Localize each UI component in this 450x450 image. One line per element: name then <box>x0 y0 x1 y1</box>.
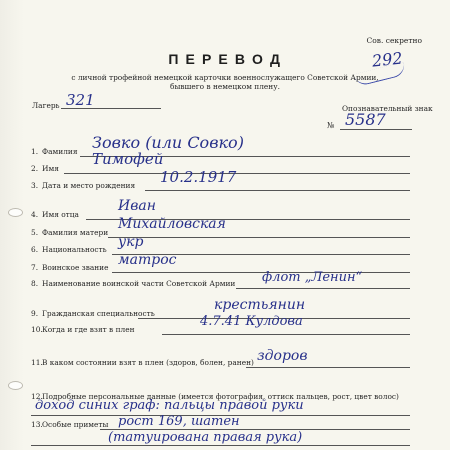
field-7-number: 7. <box>31 263 39 272</box>
field-2-number: 2. <box>31 164 39 173</box>
camp-label: Лагерь <box>32 101 60 110</box>
field-11-line <box>246 367 410 368</box>
id-mark-label: Опознавательный знак <box>342 104 433 113</box>
field-7-label: Воинское звание <box>42 263 109 272</box>
id-mark-value: 5587 <box>345 110 386 129</box>
surname-value: Зовко (или Совко) <box>92 133 244 152</box>
field-3-label: Дата и место рождения <box>42 181 136 190</box>
field-5-line <box>108 237 410 238</box>
unit-value: флот „Ленин“ <box>262 270 363 285</box>
field-10-label: Когда и где взят в плен <box>42 325 135 334</box>
rank-value: матрос <box>118 252 177 268</box>
field-8-number: 8. <box>31 279 39 288</box>
field-14-line <box>31 445 410 446</box>
father-name-value: Иван <box>118 198 156 214</box>
field-11-label: В каком состоянии взят в плен (здоров, болен, ранен) <box>42 358 254 367</box>
personal-data-value: доход синих граф: пальцы правой руки <box>35 398 304 413</box>
field-10-number: 10. <box>31 325 43 334</box>
punch-hole-top <box>8 208 23 217</box>
field-7-line <box>112 272 410 273</box>
field-4-number: 4. <box>31 210 39 219</box>
birth-value: 10.2.1917 <box>160 168 237 186</box>
field-3-number: 3. <box>31 181 39 190</box>
field-2-label: Имя <box>42 164 59 173</box>
mother-surname-value: Михайловская <box>118 216 226 232</box>
health-value: здоров <box>257 348 308 364</box>
field-8-label: Наименование воинской части Советской Армии <box>42 279 236 288</box>
field-13-number: 13. <box>31 420 43 429</box>
subtitle-line-1: с личной трофейной немецкой карточки военнослужащего Советской Армии, <box>71 73 379 82</box>
field-1-number: 1. <box>31 147 39 156</box>
field-6-number: 6. <box>31 245 39 254</box>
field-4-label: Имя отца <box>42 210 79 219</box>
field-5-label: Фамилия матери <box>42 228 109 237</box>
field-3-line <box>145 190 410 191</box>
field-5-number: 5. <box>31 228 39 237</box>
special-marks-value: рост 169, шатен <box>118 414 240 429</box>
field-8-line <box>236 288 410 289</box>
field-11-number: 11. <box>31 358 43 367</box>
field-12-number: 12. <box>31 392 43 401</box>
subtitle-line-2: бывшего в немецком плену. <box>170 82 280 91</box>
nationality-value: укр <box>118 234 144 250</box>
field-2-line <box>64 173 410 174</box>
capture-value: 4.7.41 Кулдова <box>200 314 303 329</box>
field-1-label: Фамилия <box>42 147 78 156</box>
field-10-line <box>162 334 410 335</box>
tattoo-value: (татуирована правая рука) <box>108 430 303 445</box>
field-12-label: Подробные персональные данные (имеется фотография, оттиск пальцев, рост, цвет волос) <box>42 392 399 401</box>
field-6-label: Национальность <box>42 245 107 254</box>
first-name-value: Тимофей <box>92 150 164 168</box>
occupation-value: крестьянин <box>214 297 306 313</box>
id-mark-no: № <box>327 121 335 130</box>
secrecy-stamp: Сов. секретно <box>366 36 422 45</box>
id-mark-line <box>340 129 412 130</box>
field-13-label: Особые приметы <box>42 420 109 429</box>
field-9-label: Гражданская специальность <box>42 309 155 318</box>
document-title: П Е Р Е В О Д <box>168 51 282 67</box>
punch-hole-bottom <box>8 381 23 390</box>
camp-value: 321 <box>66 91 95 109</box>
archive-number: 292 <box>371 48 404 71</box>
field-9-number: 9. <box>31 309 39 318</box>
